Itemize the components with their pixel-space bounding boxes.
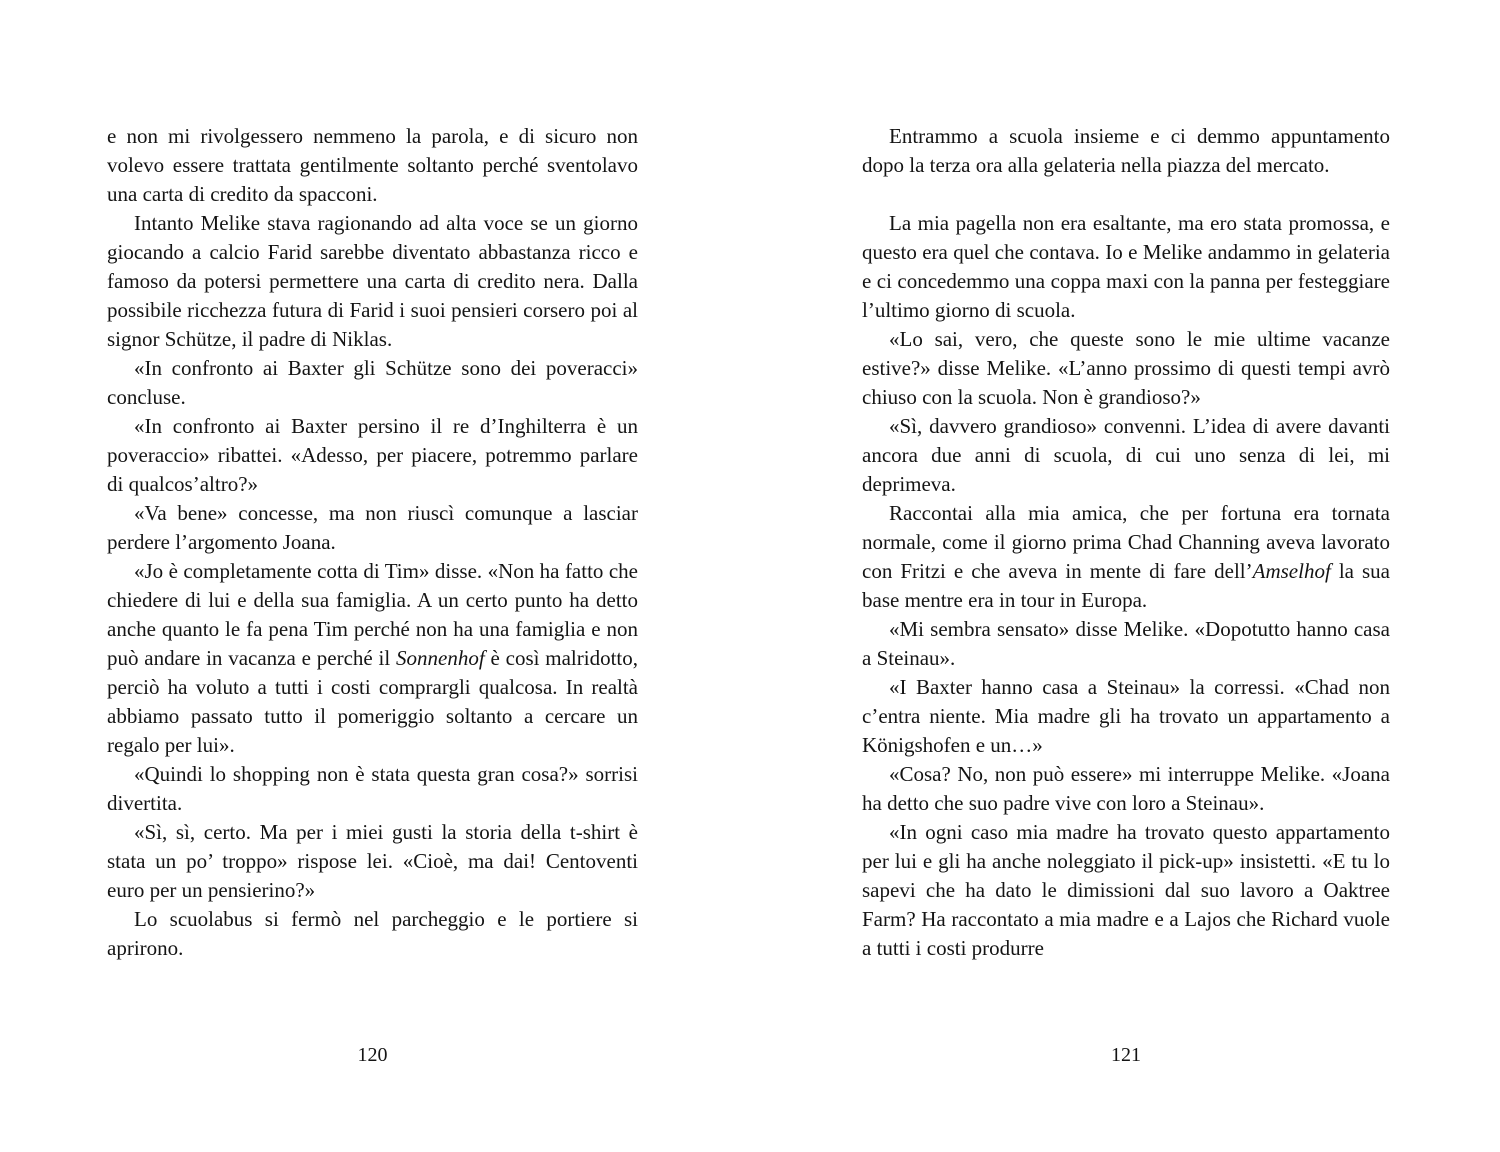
paragraph bbox=[107, 122, 638, 209]
paragraph bbox=[862, 412, 1390, 499]
paragraph bbox=[107, 818, 638, 905]
paragraph bbox=[107, 499, 638, 557]
text-segment: «I Baxter hanno casa a Steinau» la corressi. «Chad non c’entra niente. Mia madre gli ha trovato un appartamento a Königshofen e un…» bbox=[862, 675, 1390, 757]
text-segment: «Va bene» concesse, ma non riuscì comunque a lasciar perdere l’argomento Joana. bbox=[107, 501, 638, 554]
text-segment: Raccontai alla mia amica, che per fortuna era tornata normale, come il giorno prima Chad Channing aveva lavorato con Fritzi e che aveva in mente di fare dell’ bbox=[862, 501, 1390, 583]
paragraph bbox=[862, 818, 1390, 963]
page-text bbox=[862, 122, 1390, 963]
paragraph bbox=[862, 325, 1390, 412]
paragraph bbox=[862, 499, 1390, 615]
paragraph bbox=[107, 354, 638, 412]
text-segment: e non mi rivolgessero nemmeno la parola, e di sicuro non volevo essere trattata gentilmente soltanto perché sventolavo una carta di credito da spacconi. bbox=[107, 124, 638, 206]
paragraph bbox=[107, 905, 638, 963]
page-number: 120 bbox=[357, 1044, 388, 1066]
text-segment: «Jo è completamente cotta di Tim» disse. «Non ha fatto che chiedere di lui e della sua famiglia. A un certo punto ha detto anche quanto le fa pena Tim perché non ha una famiglia e non può andare in vacanza e perché il bbox=[107, 559, 638, 670]
page-right bbox=[750, 0, 1500, 1152]
text-segment: «In confronto ai Baxter persino il re d’Inghilterra è un poveraccio» ribattei. «Adesso, per piacere, potremmo parlare di qualcos’altro?» bbox=[107, 414, 638, 496]
page-text bbox=[107, 122, 638, 963]
text-segment: Intanto Melike stava ragionando ad alta voce se un giorno giocando a calcio Farid sarebbe diventato abbastanza ricco e famoso da potersi permettere una carta di credito nera. Dalla possibile ricchezza futura di Farid i suoi pensieri corsero poi al signor Schütze, il padre di Niklas. bbox=[107, 211, 638, 351]
text-segment: «Mi sembra sensato» disse Melike. «Dopotutto hanno casa a Steinau». bbox=[862, 617, 1390, 670]
text-segment: «In ogni caso mia madre ha trovato questo appartamento per lui e gli ha anche noleggiato il pick-up» insistetti. «E tu lo sapevi che ha dato le dimissioni dal suo lavoro a Oaktree Farm? Ha raccontato a mia madre e a Lajos che Richard vuole a tutti i costi produrre bbox=[862, 820, 1390, 960]
text-segment: «Sì, sì, certo. Ma per i miei gusti la storia della t-shirt è stata un po’ troppo» rispose lei. «Cioè, ma dai! Centoventi euro per un pensierino?» bbox=[107, 820, 638, 902]
text-segment: è così malridotto, perciò ha voluto a tutti i costi comprargli qualcosa. In realtà abbiamo passato tutto il pomeriggio soltanto a cercare un regalo per lui». bbox=[107, 646, 639, 757]
text-segment: «Sì, davvero grandioso» convenni. L’idea di avere davanti ancora due anni di scuola, di cui uno senza di lei, mi deprimeva. bbox=[862, 414, 1390, 496]
paragraph bbox=[107, 760, 638, 818]
italic-text: Sonnenhof bbox=[396, 646, 485, 670]
text-segment: Lo scuolabus si fermò nel parcheggio e le portiere si aprirono. bbox=[107, 907, 638, 960]
text-segment: «In confronto ai Baxter gli Schütze sono dei poveracci» concluse. bbox=[107, 356, 638, 409]
paragraph bbox=[862, 760, 1390, 818]
paragraph bbox=[107, 209, 638, 354]
italic-text: Amselhof bbox=[1252, 559, 1331, 583]
page-number: 121 bbox=[1111, 1044, 1141, 1066]
paragraph bbox=[862, 122, 1390, 180]
text-segment: La mia pagella non era esaltante, ma ero stata promossa, e questo era quel che contava. Io e Melike andammo in gelateria e ci concedemmo una coppa maxi con la panna per festeggiare l’ultimo giorno di scuola. bbox=[862, 211, 1390, 322]
paragraph bbox=[107, 557, 638, 760]
text-segment: «Lo sai, vero, che queste sono le mie ultime vacanze estive?» disse Melike. «L’anno prossimo di questi tempi avrò chiuso con la scuola. Non è grandioso?» bbox=[862, 327, 1390, 409]
paragraph bbox=[107, 412, 638, 499]
paragraph bbox=[862, 673, 1390, 760]
text-segment: Entrammo a scuola insieme e ci demmo appuntamento dopo la terza ora alla gelateria nella piazza del mercato. bbox=[862, 124, 1390, 177]
paragraph bbox=[862, 615, 1390, 673]
text-segment: «Quindi lo shopping non è stata questa gran cosa?» sorrisi divertita. bbox=[107, 762, 638, 815]
paragraph bbox=[862, 209, 1390, 325]
text-segment: «Cosa? No, non può essere» mi interruppe Melike. «Joana ha detto che suo padre vive con loro a Steinau». bbox=[862, 762, 1390, 815]
text-segment: la sua base mentre era in tour in Europa. bbox=[862, 559, 1390, 612]
